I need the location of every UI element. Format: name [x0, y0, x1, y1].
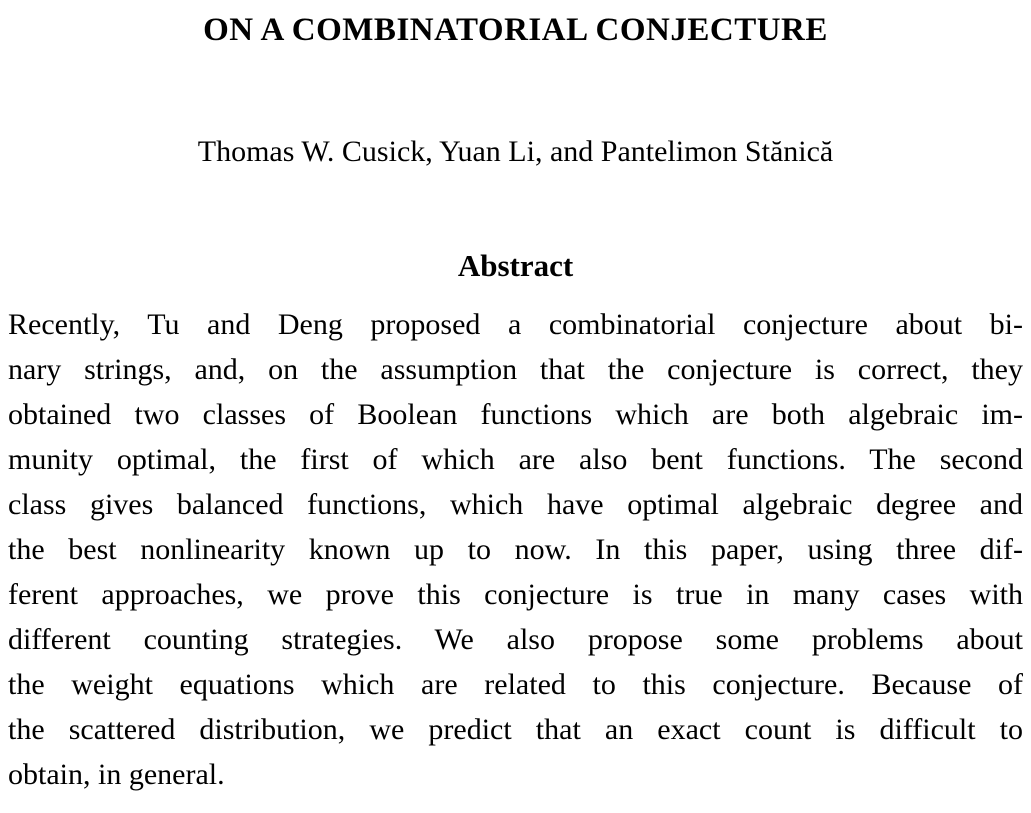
abstract-body: [0, 302, 1031, 797]
abstract-line: munity optimal, the first of which are also bent functions. The second: [8, 443, 1023, 476]
abstract-line: Recently, Tu and Deng proposed a combinatorial conjecture about bi-: [8, 308, 1023, 341]
abstract-line: ferent approaches, we prove this conjecture is true in many cases with: [8, 578, 1023, 611]
abstract-line: nary strings, and, on the assumption that the conjecture is correct, they: [8, 353, 1023, 386]
abstract-heading: Abstract: [457, 248, 574, 283]
paper-title: ON A COMBINATORIAL CONJECTURE: [203, 12, 828, 48]
abstract-line: obtained two classes of Boolean functions which are both algebraic im-: [8, 398, 1023, 431]
abstract-line: class gives balanced functions, which have optimal algebraic degree and: [8, 488, 1023, 521]
abstract-line: the best nonlinearity known up to now. In this paper, using three dif-: [8, 533, 1023, 566]
abstract-line: the scattered distribution, we predict that an exact count is difficult to: [8, 713, 1023, 746]
abstract-line: different counting strategies. We also propose some problems about: [8, 623, 1023, 656]
abstract-line: the weight equations which are related to this conjecture. Because of: [8, 668, 1023, 701]
paper-authors: Thomas W. Cusick, Yuan Li, and Pantelimon Stănică: [197, 135, 834, 168]
abstract-line: obtain, in general.: [8, 758, 225, 791]
